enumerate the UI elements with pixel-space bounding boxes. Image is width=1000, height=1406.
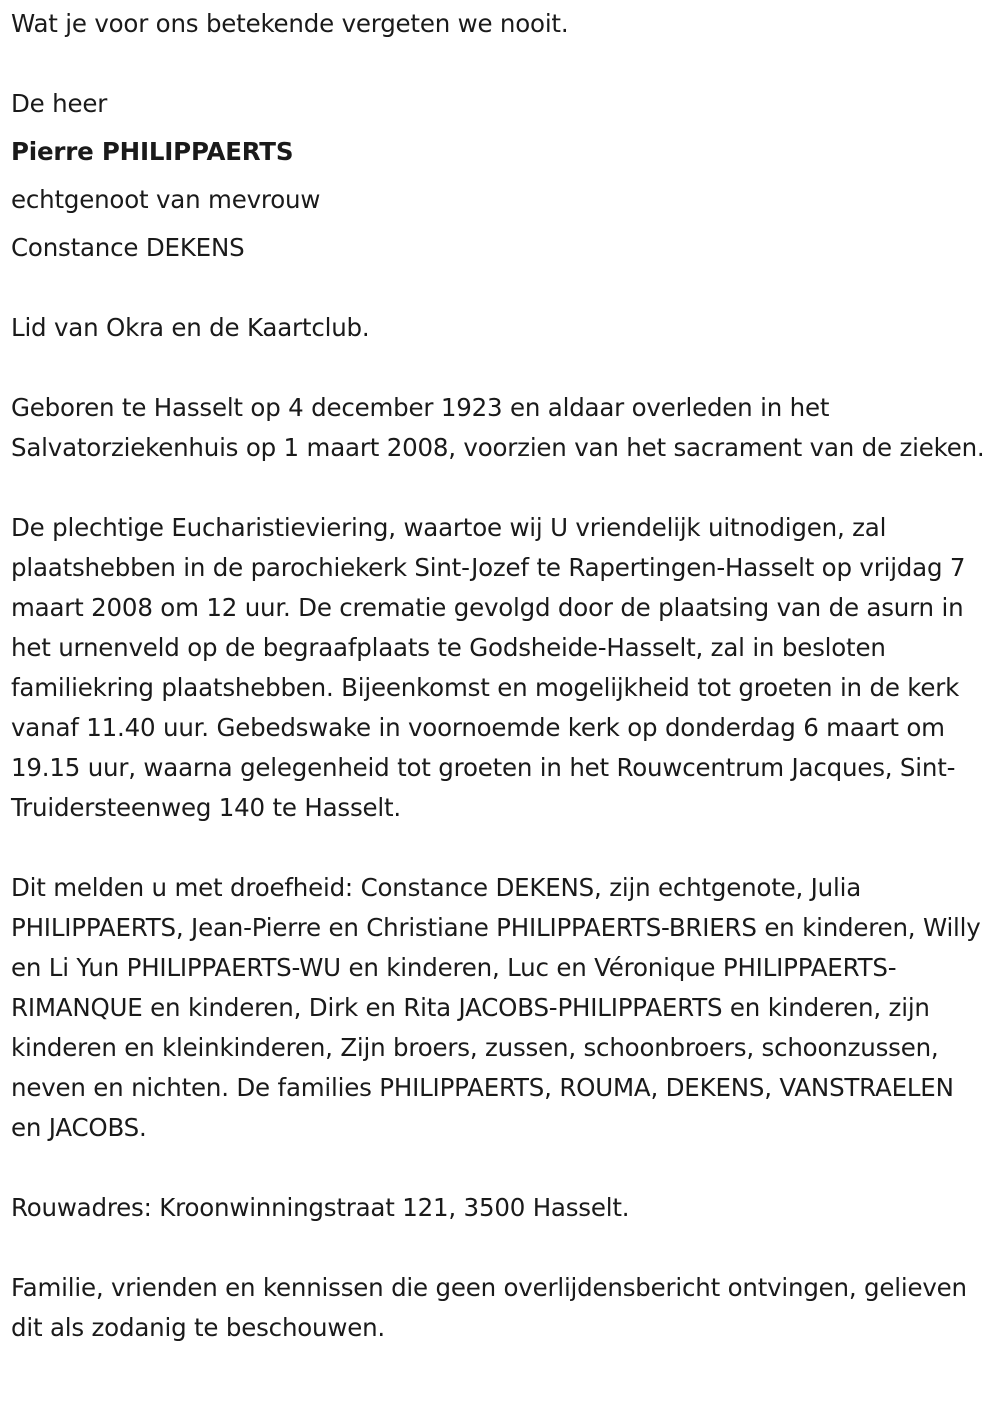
announcers-text: Dit melden u met droefheid: Constance DEKENS, zijn echtgenote, Julia PHILIPPAERTS, Jean-Pierre en Christiane PHILIPPAERTS-BRIERS en kinderen, Willy en Li Yun PHILIPPAERTS-WU en kinderen, Luc en Véronique PHILIPPAERTS-RIMANQUE en kinderen, Dirk en Rita JACOBS-PHILIPPAERTS en kinderen, zijn kinderen en kleinkinderen, Zijn broers, zussen, schoonbroers, schoonzussen, neven en nichten. De families PHILIPPAERTS, ROUMA, DEKENS, VANSTRAELEN en JACOBS. — [11, 873, 981, 1142]
membership-text: Lid van Okra en de Kaartclub. — [11, 313, 370, 342]
spacer — [11, 268, 986, 308]
obituary-notice — [11, 4, 986, 1348]
spacer — [11, 44, 986, 84]
salutation: De heer — [11, 89, 108, 118]
mourning-address: Rouwadres: Kroonwinningstraat 121, 3500 Hasselt. — [11, 1193, 630, 1222]
spacer — [11, 1148, 986, 1188]
closing-text: Familie, vrienden en kennissen die geen overlijdensbericht ontvingen, gelieven dit als zodanig te beschouwen. — [11, 1273, 967, 1342]
intro-text: Wat je voor ons betekende vergeten we nooit. — [11, 9, 569, 38]
spacer — [11, 348, 986, 388]
ceremony-text: De plechtige Eucharistieviering, waartoe wij U vriendelijk uitnodigen, zal plaatshebben in de parochiekerk Sint-Jozef te Rapertingen-Hasselt op vrijdag 7 maart 2008 om 12 uur. De crematie gevolgd door de plaatsing van de asurn in het urnenveld op de begraafplaats te Godsheide-Hasselt, zal in besloten familiekring plaatshebben. Bijeenkomst en mogelijkheid tot groeten in de kerk vanaf 11.40 uur. Gebedswake in voornoemde kerk op donderdag 6 maart om 19.15 uur, waarna gelegenheid tot groeten in het Rouwcentrum Jacques, Sint-Truidersteenweg 140 te Hasselt. — [11, 513, 966, 822]
birth-death-text: Geboren te Hasselt op 4 december 1923 en aldaar overleden in het Salvatorziekenhuis op 1 maart 2008, voorzien van het sacrament van de zieken. — [11, 393, 985, 462]
spacer — [11, 1228, 986, 1268]
spacer — [11, 828, 986, 868]
spouse-name: Constance DEKENS — [11, 233, 245, 262]
spacer — [11, 468, 986, 508]
deceased-name: Pierre PHILIPPAERTS — [11, 137, 294, 166]
spouse-relation: echtgenoot van mevrouw — [11, 185, 321, 214]
